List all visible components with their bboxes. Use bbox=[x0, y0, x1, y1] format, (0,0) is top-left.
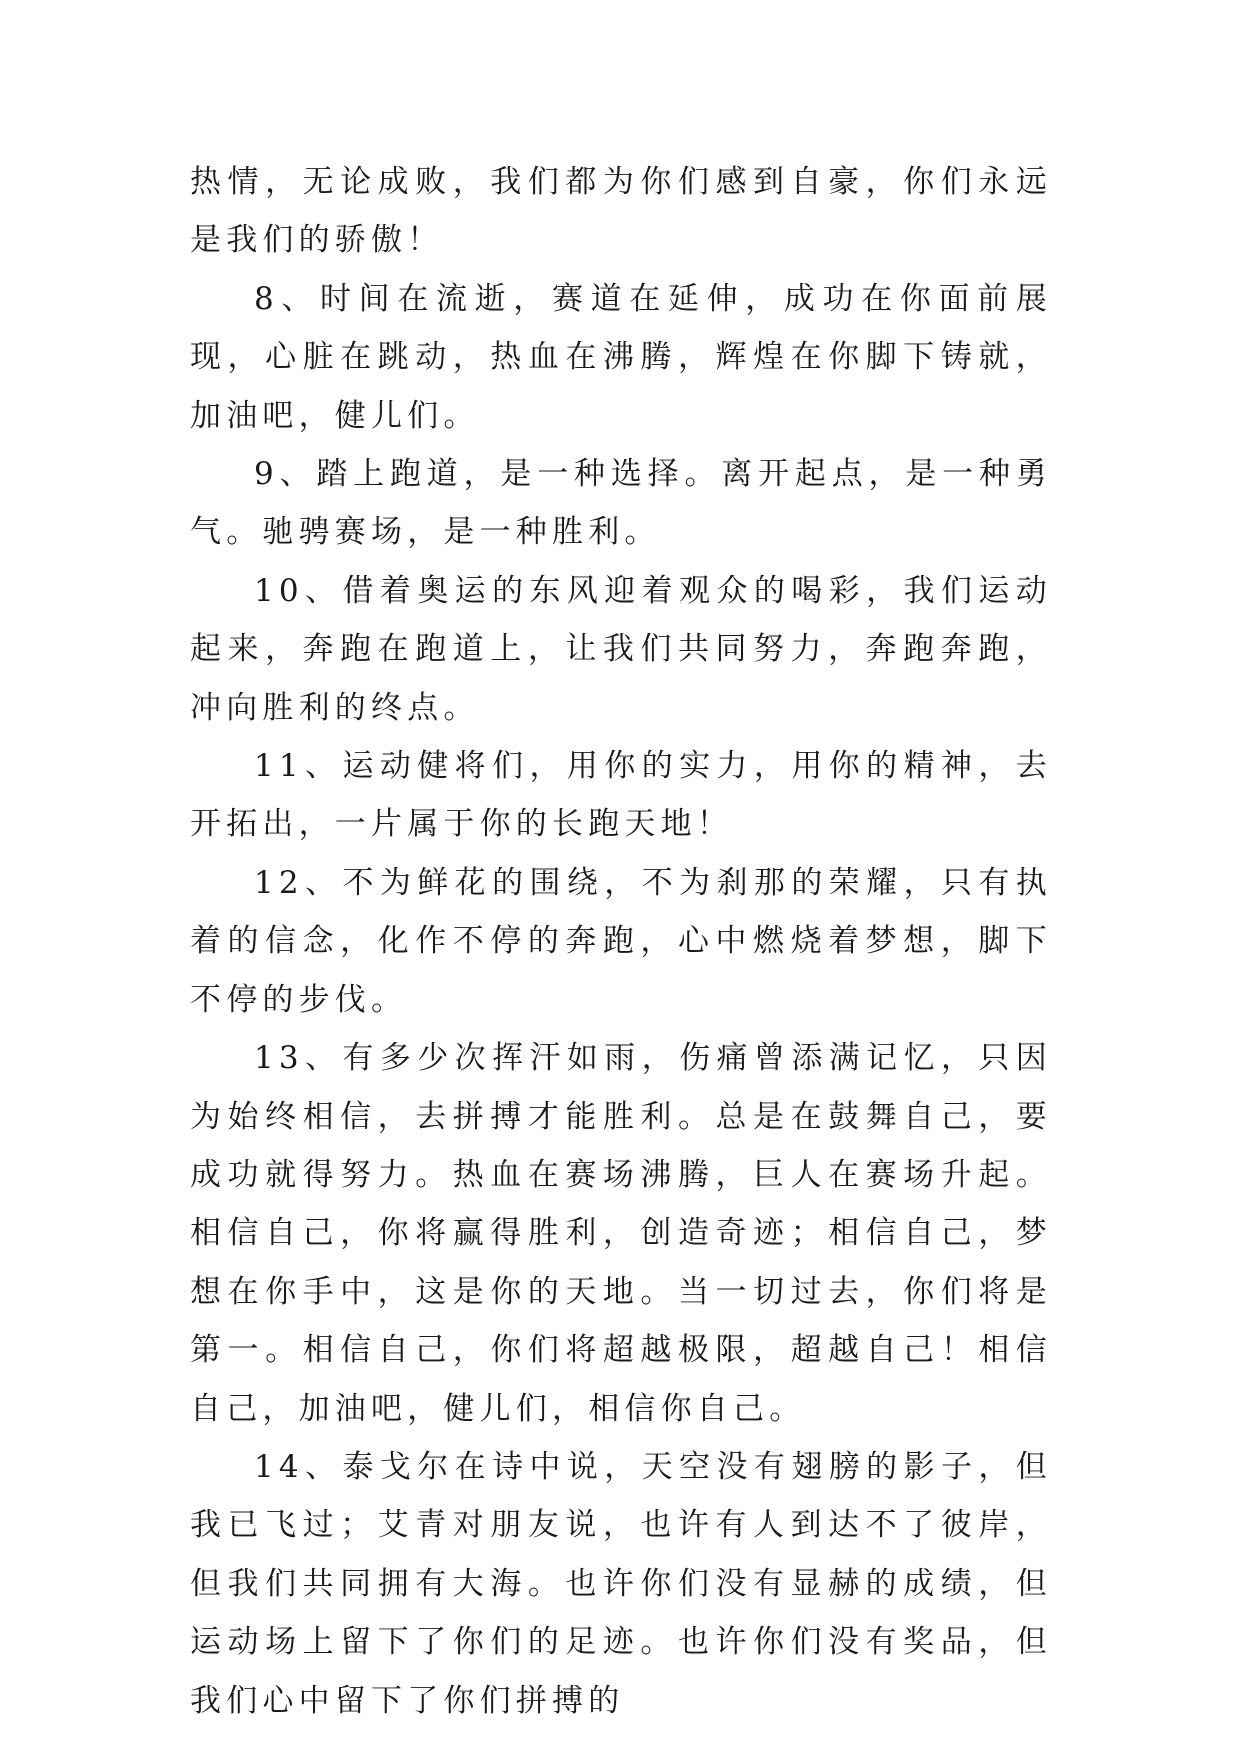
paragraph-item-14: 14、泰戈尔在诗中说，天空没有翅膀的影子，但我已飞过；艾青对朋友说，也许有人到达不了彼岸，但我们共同拥有大海。也许你们没有显赫的成绩，但运动场上留下了你们的足迹。也许你们没有奖品，但我们心中留下了你们拼搏的 bbox=[190, 1448, 1052, 1719]
paragraph-item-9: 9、踏上跑道，是一种选择。离开起点，是一种勇气。驰骋赛场，是一种胜利。 bbox=[190, 456, 1052, 551]
document-body bbox=[190, 153, 1052, 1730]
paragraph-continuation: 热情，无论成败，我们都为你们感到自豪，你们永远是我们的骄傲！ bbox=[190, 164, 1052, 259]
paragraph-item-13: 13、有多少次挥汗如雨，伤痛曾添满记忆，只因为始终相信，去拼搏才能胜利。总是在鼓舞自己，要成功就得努力。热血在赛场沸腾，巨人在赛场升起。相信自己，你将赢得胜利，创造奇迹；相信自己，梦想在你手中，这是你的天地。当一切过去，你们将是第一。相信自己，你们将超越极限，超越自己！相信自己，加油吧，健儿们，相信你自己。 bbox=[190, 1040, 1052, 1427]
paragraph-item-10: 10、借着奥运的东风迎着观众的喝彩，我们运动起来，奔跑在跑道上，让我们共同努力，奔跑奔跑，冲向胜利的终点。 bbox=[190, 572, 1052, 726]
paragraph-item-8: 8、时间在流逝，赛道在延伸，成功在你面前展现，心脏在跳动，热血在沸腾，辉煌在你脚下铸就，加油吧，健儿们。 bbox=[190, 280, 1052, 434]
paragraph-item-11: 11、运动健将们，用你的实力，用你的精神，去开拓出，一片属于你的长跑天地！ bbox=[190, 748, 1052, 843]
paragraph-item-12: 12、不为鲜花的围绕，不为刹那的荣耀，只有执着的信念，化作不停的奔跑，心中燃烧着梦想，脚下不停的步伐。 bbox=[190, 864, 1052, 1018]
